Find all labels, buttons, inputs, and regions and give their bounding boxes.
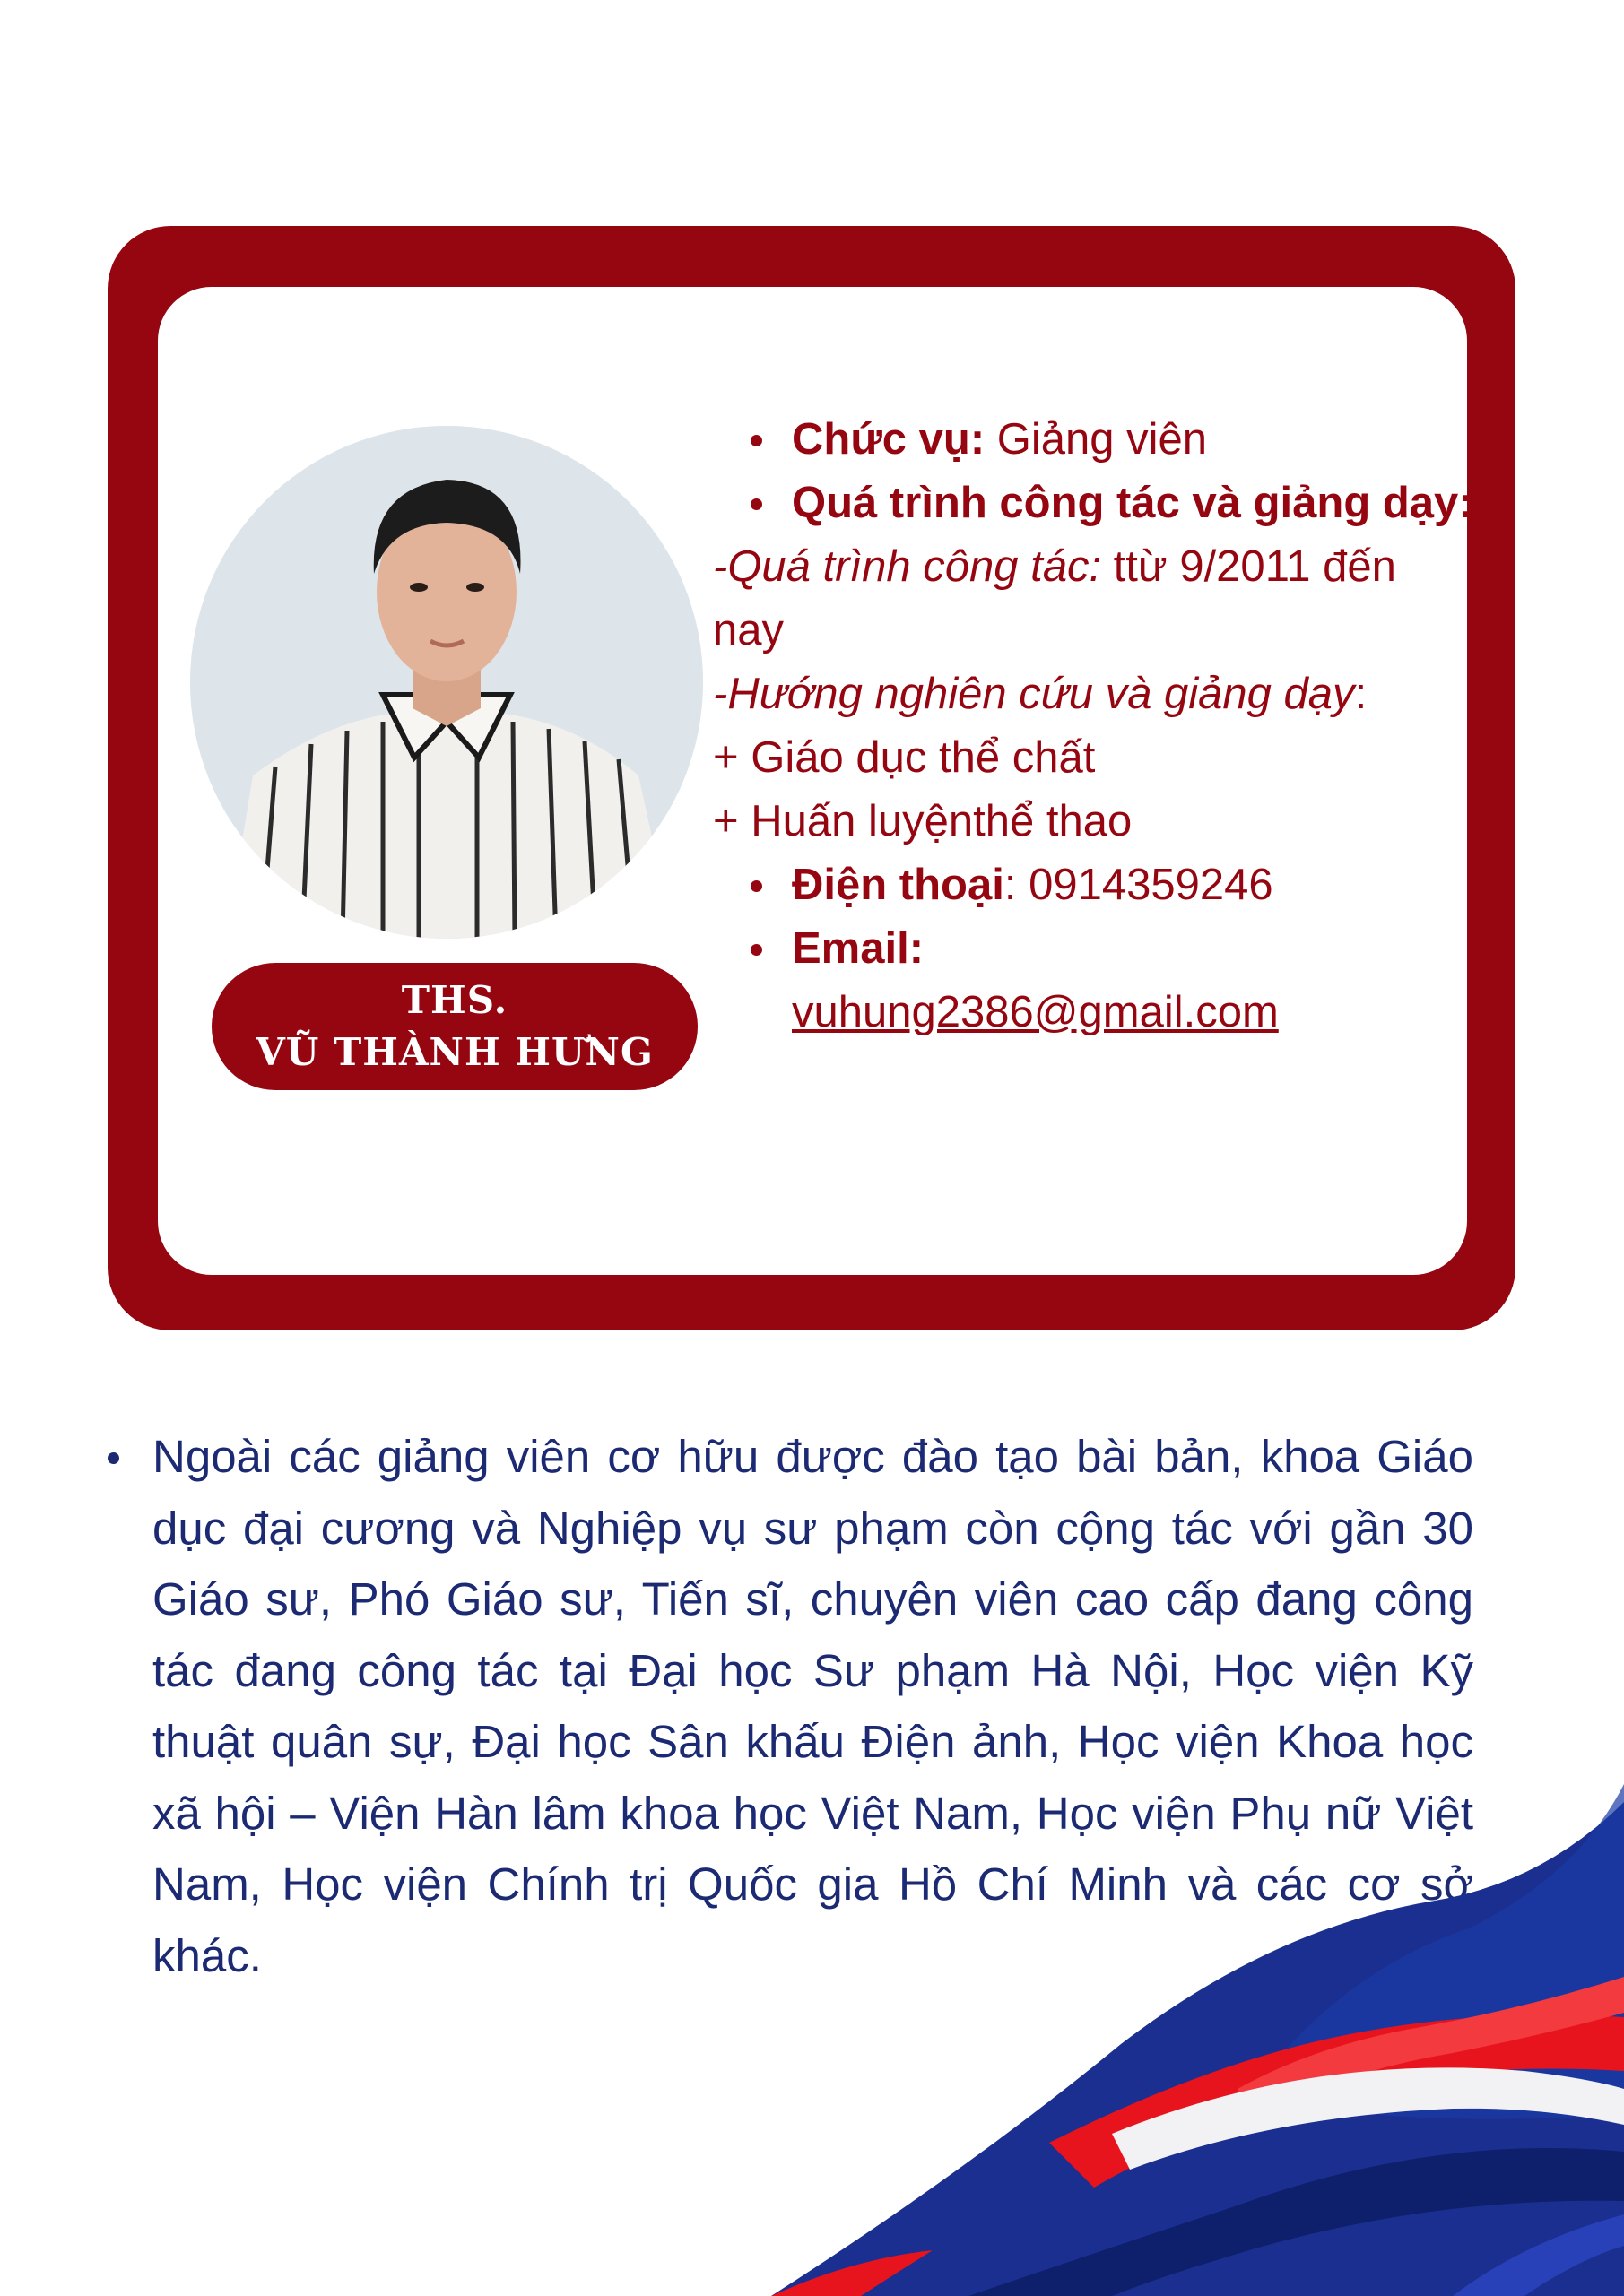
email-label: Email: bbox=[792, 924, 925, 973]
position-value: Giảng viên bbox=[985, 415, 1208, 464]
career-label: Quá trình công tác và giảng dạy: bbox=[792, 479, 1473, 527]
work-value: ttừ 9/2011 đến nay bbox=[713, 542, 1396, 654]
phone-label: Điện thoại bbox=[792, 861, 1004, 909]
email-link[interactable]: vuhung2386@gmail.com bbox=[792, 988, 1279, 1036]
research-colon: : bbox=[1354, 670, 1368, 718]
work-label: -Quá trình công tác: bbox=[713, 542, 1102, 591]
name-text: VŨ THÀNH HƯNG bbox=[256, 1030, 654, 1074]
paragraph-text: Ngoài các giảng viên cơ hữu được đào tạo bài bản, khoa Giáo dục đại cương và Nghiệp vụ sư phạm còn cộng tác với gần 30 Giáo sư, Phó Giáo sư, Tiến sĩ, chuyên viên cao cấp đang công tác đang công tác tại Đại học Sư phạm Hà Nội, Học viện Kỹ thuật quân sự, Đại học Sân khấu Điện ảnh, Học viện Khoa học xã hội – Viện Hàn lâm khoa học Việt Nam, Học viện Phụ nữ Việt Nam, Học viện Chính trị Quốc gia Hồ Chí Minh và các cơ sở khác. bbox=[152, 1431, 1473, 1981]
research-item-2: + Huấn luyệnthể thao bbox=[713, 797, 1133, 845]
phone-value: : 0914359246 bbox=[1003, 861, 1273, 909]
name-title: THS. bbox=[401, 978, 508, 1022]
position-label: Chức vụ: bbox=[792, 415, 986, 464]
research-item-1: + Giáo dục thể chất bbox=[713, 733, 1096, 782]
research-label: -Hướng nghiên cứu và giảng dạy bbox=[713, 670, 1355, 718]
